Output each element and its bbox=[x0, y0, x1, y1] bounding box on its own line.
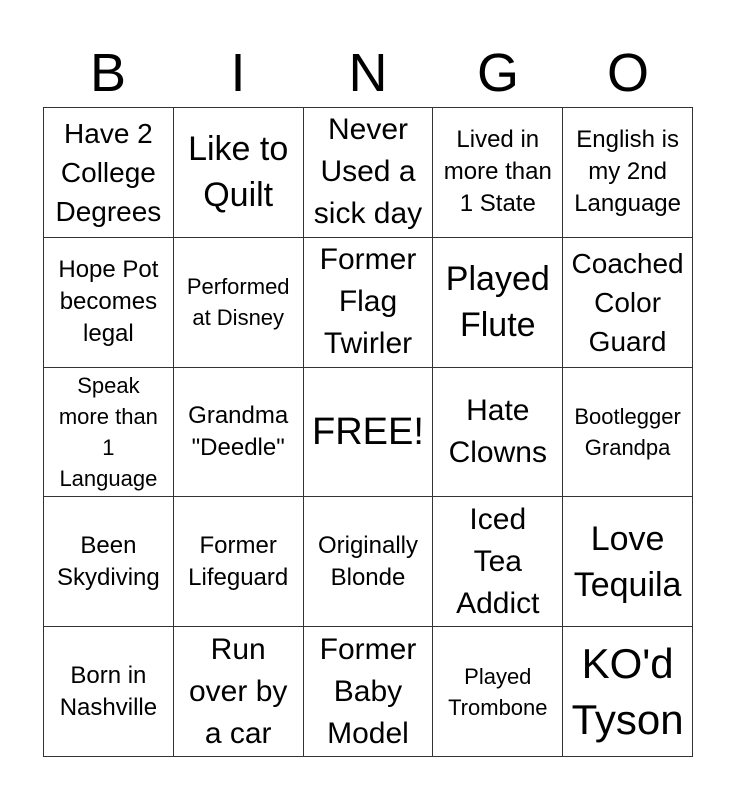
header-letter-n: N bbox=[348, 43, 388, 103]
cell-text: Played Flute bbox=[445, 260, 550, 345]
header-letter-b: B bbox=[89, 43, 127, 103]
bingo-grid bbox=[43, 107, 693, 757]
header-letter-g: G bbox=[476, 43, 519, 103]
cell-text: Born in Nashville bbox=[59, 661, 158, 721]
cell-text: KO'd Tyson bbox=[571, 639, 684, 743]
bingo-cell[interactable] bbox=[304, 497, 434, 627]
bingo-cell[interactable] bbox=[304, 627, 434, 757]
cell-text: Like to Quilt bbox=[188, 130, 289, 215]
bingo-cell[interactable] bbox=[563, 108, 693, 238]
bingo-cell[interactable] bbox=[433, 238, 563, 368]
cell-text: Former Baby Model bbox=[319, 632, 417, 750]
cell-text: Lived in more than 1 State bbox=[443, 126, 552, 218]
cell-text: Former Flag Twirler bbox=[319, 243, 417, 361]
bingo-cell[interactable] bbox=[563, 238, 693, 368]
cell-text: Originally Blonde bbox=[317, 531, 418, 591]
bingo-cell[interactable] bbox=[44, 627, 174, 757]
bingo-header bbox=[43, 40, 693, 106]
bingo-cell[interactable] bbox=[174, 627, 304, 757]
cell-text: Coached Color Guard bbox=[571, 247, 684, 357]
header-letter-i: I bbox=[230, 43, 246, 103]
bingo-cell[interactable] bbox=[174, 368, 304, 498]
bingo-cell[interactable] bbox=[174, 238, 304, 368]
cell-text: Grandma "Deedle" bbox=[188, 401, 289, 461]
cell-text: Been Skydiving bbox=[57, 531, 160, 591]
free-text: FREE! bbox=[312, 410, 424, 453]
bingo-cell[interactable] bbox=[433, 368, 563, 498]
cell-text: Love Tequila bbox=[573, 519, 682, 604]
bingo-cell[interactable] bbox=[563, 368, 693, 498]
bingo-cell[interactable] bbox=[563, 627, 693, 757]
free-space[interactable] bbox=[304, 368, 434, 498]
bingo-cell[interactable] bbox=[563, 497, 693, 627]
cell-text: Performed at Disney bbox=[186, 274, 290, 331]
cell-text: Never Used a sick day bbox=[313, 113, 423, 231]
bingo-cell[interactable] bbox=[44, 497, 174, 627]
cell-text: Bootlegger Grandpa bbox=[574, 403, 681, 460]
cell-text: Played Trombone bbox=[448, 663, 548, 720]
bingo-cell[interactable] bbox=[304, 108, 434, 238]
bingo-cell[interactable] bbox=[44, 368, 174, 498]
bingo-cell[interactable] bbox=[174, 497, 304, 627]
cell-text: Run over by a car bbox=[189, 632, 288, 750]
bingo-cell[interactable] bbox=[433, 108, 563, 238]
header-letter-o: O bbox=[606, 43, 649, 103]
cell-text: Have 2 College Degrees bbox=[55, 117, 162, 227]
cell-text: Iced Tea Addict bbox=[456, 502, 540, 620]
cell-text: English is my 2nd Language bbox=[574, 126, 681, 218]
cell-text: Hate Clowns bbox=[448, 393, 547, 469]
cell-text: Hope Pot becomes legal bbox=[58, 256, 159, 348]
bingo-cell[interactable] bbox=[44, 238, 174, 368]
cell-text: Former Lifeguard bbox=[188, 531, 289, 591]
bingo-cell[interactable] bbox=[174, 108, 304, 238]
bingo-cell[interactable] bbox=[433, 497, 563, 627]
cell-text: Speak more than 1 Language bbox=[58, 372, 158, 491]
bingo-cell[interactable] bbox=[433, 627, 563, 757]
bingo-cell[interactable] bbox=[44, 108, 174, 238]
bingo-cell[interactable] bbox=[304, 238, 434, 368]
